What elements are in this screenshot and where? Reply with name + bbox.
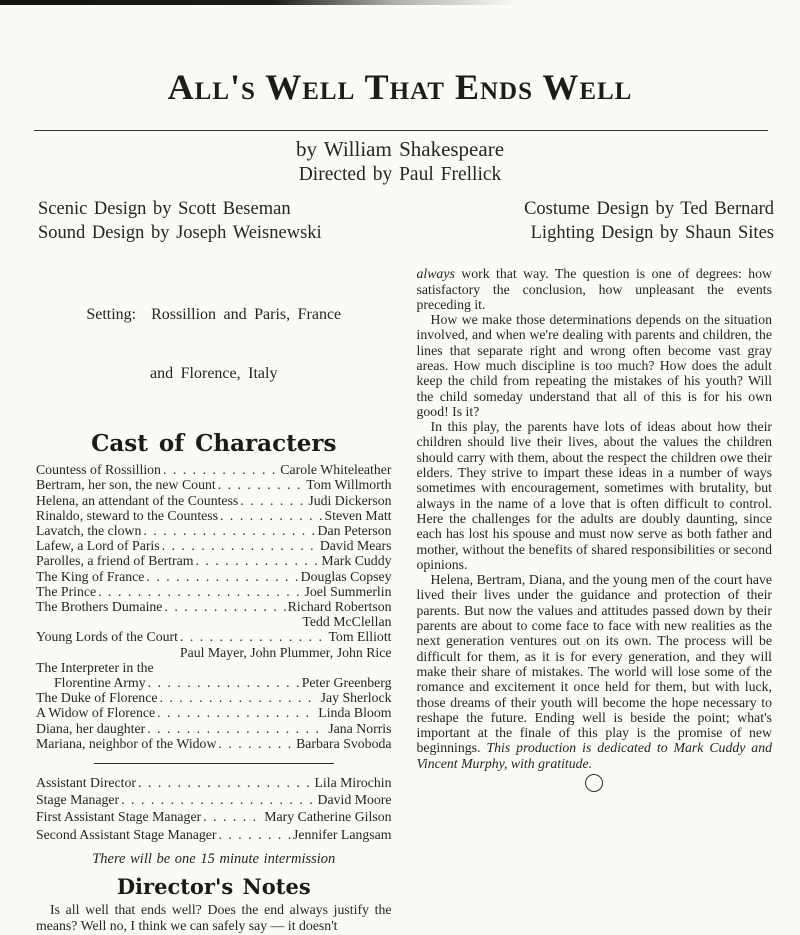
design-credits xyxy=(0,197,800,245)
setting-line-1: Setting: Rossillion and Paris, France xyxy=(86,306,342,324)
left-column xyxy=(36,266,392,935)
cast-row xyxy=(36,508,392,523)
directors-notes-right xyxy=(417,266,773,771)
cast-role: Lavatch, the clown xyxy=(36,523,142,539)
design-credits-left xyxy=(38,197,322,245)
right-column xyxy=(417,266,773,935)
cast-actor-name: Dan Peterson xyxy=(317,523,392,539)
crew-row xyxy=(36,791,392,808)
cast-role: The Brothers Dumaine xyxy=(36,599,163,615)
program-header xyxy=(0,0,800,245)
cast-actor-name: Tom Elliott xyxy=(328,629,392,645)
cast-actor-name: Mark Cuddy xyxy=(321,553,392,569)
cast-role: Parolles, a friend of Bertram xyxy=(36,553,194,569)
dot-leader xyxy=(164,599,285,614)
crew-member-name: Mary Catherine Gilson xyxy=(264,809,392,825)
notes-paragraph: Is all well that ends well? Does the end always justify the means? Well no, I think we can safely say — it doesn't xyxy=(36,901,392,934)
cast-actor-name: Linda Bloom xyxy=(318,705,392,721)
cast-role: The King of France xyxy=(36,568,145,584)
cast-row xyxy=(36,523,392,538)
cast-actor-name: Jay Sherlock xyxy=(320,690,392,706)
cast-row xyxy=(36,645,392,660)
cast-actor-name: Richard Robertson xyxy=(287,599,392,615)
notes-paragraph: In this play, the parents have lots of ideas about how their children should live their lives, about the values the children should carry with them, about the respect the children owe their elders. They strive to impart these ideas in a number of ways sometimes with encouragement, sometimes with brutality, but always in the name of a love that is often difficult to control. Here the challenges for the adults are doubly daunting, since each has lost his spouse and must now serve as both father and mother, without the benefits of shared responsibilities or second opinions. xyxy=(416,419,772,572)
cast-role: The Interpreter in the xyxy=(36,659,154,675)
two-column-body xyxy=(0,266,800,935)
dot-leader xyxy=(162,538,318,553)
cast-row xyxy=(36,690,392,705)
notes-paragraph: always work that way. The question is one of degrees: how satisfactory the conclusion, how unpleasant the events preceding it. xyxy=(416,266,772,312)
cast-row xyxy=(36,721,392,736)
crew-role: Second Assistant Stage Manager xyxy=(36,826,217,842)
byline: by William Shakespeare xyxy=(295,137,505,162)
cast-row xyxy=(36,614,392,629)
dot-leader xyxy=(146,569,298,584)
notes-paragraph: How we make those determinations depends on the situation involved, and when we're dealing with parents and children, the lines that separate right and wrong often become vast gray areas. How much discipline is too much? How does the adult keep the child from repeating the mistakes of his youth? Will the child someday understand that all of this is for his own good! Is it? xyxy=(416,312,772,419)
page-title: All's Well That Ends Well xyxy=(167,67,633,108)
cast-heading: Cast of Characters xyxy=(91,430,337,458)
directors-notes-left xyxy=(36,902,392,935)
cast-role: Diana, her daughter xyxy=(36,720,146,736)
cast-actor-name: Jana Norris xyxy=(328,720,392,736)
dot-leader xyxy=(218,736,294,751)
cast-actor-name: Judi Dickerson xyxy=(308,492,392,508)
dot-leader xyxy=(143,523,315,538)
cast-row xyxy=(36,569,392,584)
cast-actor-name: Barbara Svoboda xyxy=(296,735,392,751)
directed-by: Directed by Paul Frellick xyxy=(298,164,502,186)
page-ornament-circle-icon xyxy=(585,774,603,792)
cast-role: The Prince xyxy=(36,583,97,599)
cast-row xyxy=(36,584,392,599)
design-credits-right xyxy=(524,197,774,245)
cast-role: Florentine Army xyxy=(54,675,146,691)
cast-row xyxy=(36,477,392,492)
cast-actor-name: Tedd McClellan xyxy=(302,614,392,630)
cast-actor-name: Carole Whiteleather xyxy=(280,462,392,478)
cast-actor-name: Tom Willmorth xyxy=(306,477,392,493)
dot-leader xyxy=(163,462,278,477)
title-rule xyxy=(34,130,768,131)
cast-actor-name: Joel Summerlin xyxy=(304,583,392,599)
crew-list xyxy=(36,774,392,843)
dot-leader xyxy=(218,826,291,843)
cast-role: Young Lords of the Court xyxy=(36,629,178,645)
cast-actor-name: Steven Matt xyxy=(324,507,392,523)
scan-artifact-bar xyxy=(0,0,545,5)
cast-list xyxy=(36,462,392,751)
credit-line: Costume Design by Ted Bernard xyxy=(524,199,774,220)
cast-row xyxy=(36,462,392,477)
cast-row xyxy=(36,675,392,690)
crew-divider-rule xyxy=(94,763,334,764)
crew-member-name: David Moore xyxy=(317,792,392,808)
cast-row xyxy=(36,538,392,553)
dot-leader xyxy=(148,675,300,690)
crew-row xyxy=(36,808,392,825)
setting-block xyxy=(36,266,392,422)
cast-row xyxy=(36,629,392,644)
cast-actor-name: Paul Mayer, John Plummer, John Rice xyxy=(179,644,392,660)
credit-line: Scenic Design by Scott Beseman xyxy=(38,199,291,220)
cast-actor-name: Douglas Copsey xyxy=(300,568,392,584)
dot-leader xyxy=(159,690,318,705)
dot-leader xyxy=(157,705,316,720)
dot-leader xyxy=(138,774,312,791)
cast-row xyxy=(36,599,392,614)
dot-leader xyxy=(147,721,326,736)
cast-row xyxy=(36,493,392,508)
dot-leader xyxy=(220,508,322,523)
cast-row xyxy=(36,553,392,568)
credit-line: Lighting Design by Shaun Sites xyxy=(530,223,774,244)
cast-role: Rinaldo, steward to the Countess xyxy=(36,507,219,523)
dot-leader xyxy=(121,791,315,808)
notes-paragraph: Helena, Bertram, Diana, and the young men of the court have lived their lives under the guidance and protection of their parents. But now the values and attitudes passed down by their parents are about to come face to face with new realities as the next generation ventures out on its own. The process will be difficult for them, as it is for every generation, and they will make their share of mistakes. The world will lose some of the romance and excitement it once held for them, but with luck, those dreams of their youth will become the hope necessary to reshape the future. Ending well is beside the point; what's important at the finale of this play is the promise of new beginnings. This production is dedicated to Mark Cuddy and Vincent Murphy, with gratitude. xyxy=(416,572,773,771)
cast-role: Mariana, neighbor of the Widow xyxy=(36,735,217,751)
crew-member-name: Lila Mirochin xyxy=(314,775,392,791)
dot-leader xyxy=(98,584,302,599)
directors-notes-heading: Director's Notes xyxy=(116,873,311,899)
cast-actor-name: David Mears xyxy=(319,538,392,554)
intermission-note: There will be one 15 minute intermission xyxy=(92,850,336,867)
cast-row xyxy=(36,736,392,751)
setting-line-2: and Florence, Italy xyxy=(150,364,278,382)
crew-row xyxy=(36,826,392,843)
cast-role: Bertram, her son, the new Count xyxy=(36,477,216,493)
dot-leader xyxy=(195,553,319,568)
dot-leader xyxy=(240,493,306,508)
crew-role: Stage Manager xyxy=(36,792,120,808)
crew-member-name: Jennifer Langsam xyxy=(293,826,392,842)
cast-row xyxy=(36,660,392,675)
dot-leader xyxy=(203,808,262,825)
dot-leader xyxy=(218,477,305,492)
credit-line: Sound Design by Joseph Weisnewski xyxy=(38,223,322,244)
cast-role: Lafew, a Lord of Paris xyxy=(36,538,160,554)
crew-role: Assistant Director xyxy=(36,775,137,791)
cast-row xyxy=(36,705,392,720)
dot-leader xyxy=(180,629,327,644)
cast-role: A Widow of Florence xyxy=(36,705,156,721)
crew-row xyxy=(36,774,392,791)
cast-role: Helena, an attendant of the Countess xyxy=(36,492,239,508)
cast-role: The Duke of Florence xyxy=(36,690,158,706)
crew-role: First Assistant Stage Manager xyxy=(36,809,202,825)
cast-actor-name: Peter Greenberg xyxy=(301,675,392,691)
cast-role: Countess of Rossillion xyxy=(36,462,161,478)
